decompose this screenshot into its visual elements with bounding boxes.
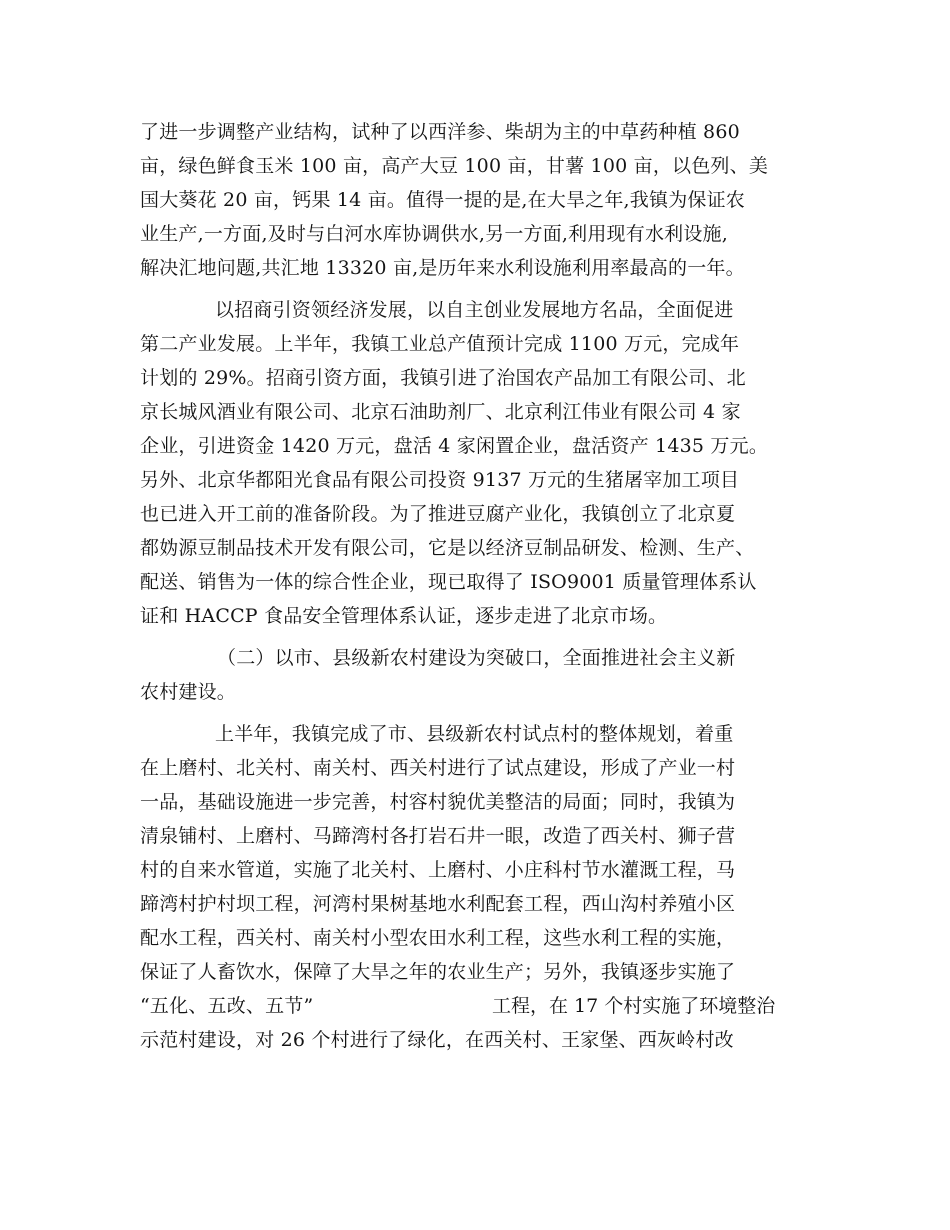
paragraph-2-line-8: 都妫源豆制品技术开发有限公司，它是以经济豆制品研发、检测、生产、 <box>140 537 755 559</box>
paragraph-4-line-6: 蹄湾村护村坝工程，河湾村果树基地水利配套工程，西山沟村养殖小区 <box>140 893 736 915</box>
paragraph-1-line-5: 解决汇地问题,共汇地 13320 亩,是历年来水利设施利用率最高的一年。 <box>140 257 745 279</box>
paragraph-4-line-9-start: “五化、五改、五节” <box>140 995 314 1017</box>
paragraph-4-line-2: 在上磨村、北关村、南关村、西关村进行了试点建设，形成了产业一村 <box>140 757 736 779</box>
paragraph-4-line-9-end: 工程，在 17 个村实施了环境整治 <box>492 995 776 1017</box>
paragraph-2-line-9: 配送、销售为一体的综合性企业，现已取得了 ISO9001 质量管理体系认 <box>140 571 757 593</box>
paragraph-4-line-4: 清泉铺村、上磨村、马蹄湾村各打岩石井一眼，改造了西关村、狮子营 <box>140 825 736 847</box>
paragraph-4-line-1: 上半年，我镇完成了市、县级新农村试点村的整体规划，着重 <box>215 723 734 745</box>
paragraph-2-line-4: 京长城风酒业有限公司、北京石油助剂厂、北京利江伟业有限公司 4 家 <box>140 401 741 423</box>
paragraph-1-line-3: 国大葵花 20 亩，钙果 14 亩。值得一提的是,在大旱之年,我镇为保证农 <box>140 189 745 211</box>
paragraph-2-line-3: 计划的 29%。招商引资方面，我镇引进了治国农产品加工有限公司、北 <box>140 367 746 389</box>
paragraph-2-line-1: 以招商引资领经济发展，以自主创业发展地方名品，全面促进 <box>215 299 734 321</box>
paragraph-4-line-3: 一品，基础设施进一步完善，村容村貌优美整洁的局面；同时，我镇为 <box>140 791 736 813</box>
paragraph-2-line-2: 第二产业发展。上半年，我镇工业总产值预计完成 1100 万元，完成年 <box>140 333 740 355</box>
paragraph-2-line-5: 企业，引进资金 1420 万元，盘活 4 家闲置企业，盘活资产 1435 万元。 <box>140 435 769 457</box>
paragraph-4-line-5: 村的自来水管道，实施了北关村、上磨村、小庄科村节水灌溉工程，马 <box>140 859 736 881</box>
section-heading-line-2: 农村建设。 <box>140 681 237 703</box>
section-heading-line-1: （二）以市、县级新农村建设为突破口，全面推进社会主义新 <box>217 647 736 669</box>
paragraph-4-line-8: 保证了人畜饮水，保障了大旱之年的农业生产；另外，我镇逐步实施了 <box>140 961 736 983</box>
paragraph-1-line-1: 了进一步调整产业结构，试种了以西洋参、柴胡为主的中草药种植 860 <box>140 121 740 143</box>
paragraph-2-line-7: 也已进入开工前的准备阶段。为了推进豆腐产业化，我镇创立了北京夏 <box>140 503 736 525</box>
paragraph-1-line-4: 业生产,一方面,及时与白河水库协调供水,另一方面,利用现有水利设施, <box>140 223 728 245</box>
paragraph-2-line-10: 证和 HACCP 食品安全管理体系认证，逐步走进了北京市场。 <box>140 605 668 627</box>
paragraph-2-line-6: 另外、北京华都阳光食品有限公司投资 9137 万元的生猪屠宰加工项目 <box>140 469 740 491</box>
paragraph-4-line-7: 配水工程，西关村、南关村小型农田水利工程，这些水利工程的实施， <box>140 927 736 949</box>
paragraph-4-line-10: 示范村建设，对 26 个村进行了绿化，在西关村、王家堡、西灰岭村改 <box>140 1029 734 1051</box>
paragraph-1-line-2: 亩，绿色鲜食玉米 100 亩，高产大豆 100 亩，甘薯 100 亩，以色列、美 <box>140 155 769 177</box>
